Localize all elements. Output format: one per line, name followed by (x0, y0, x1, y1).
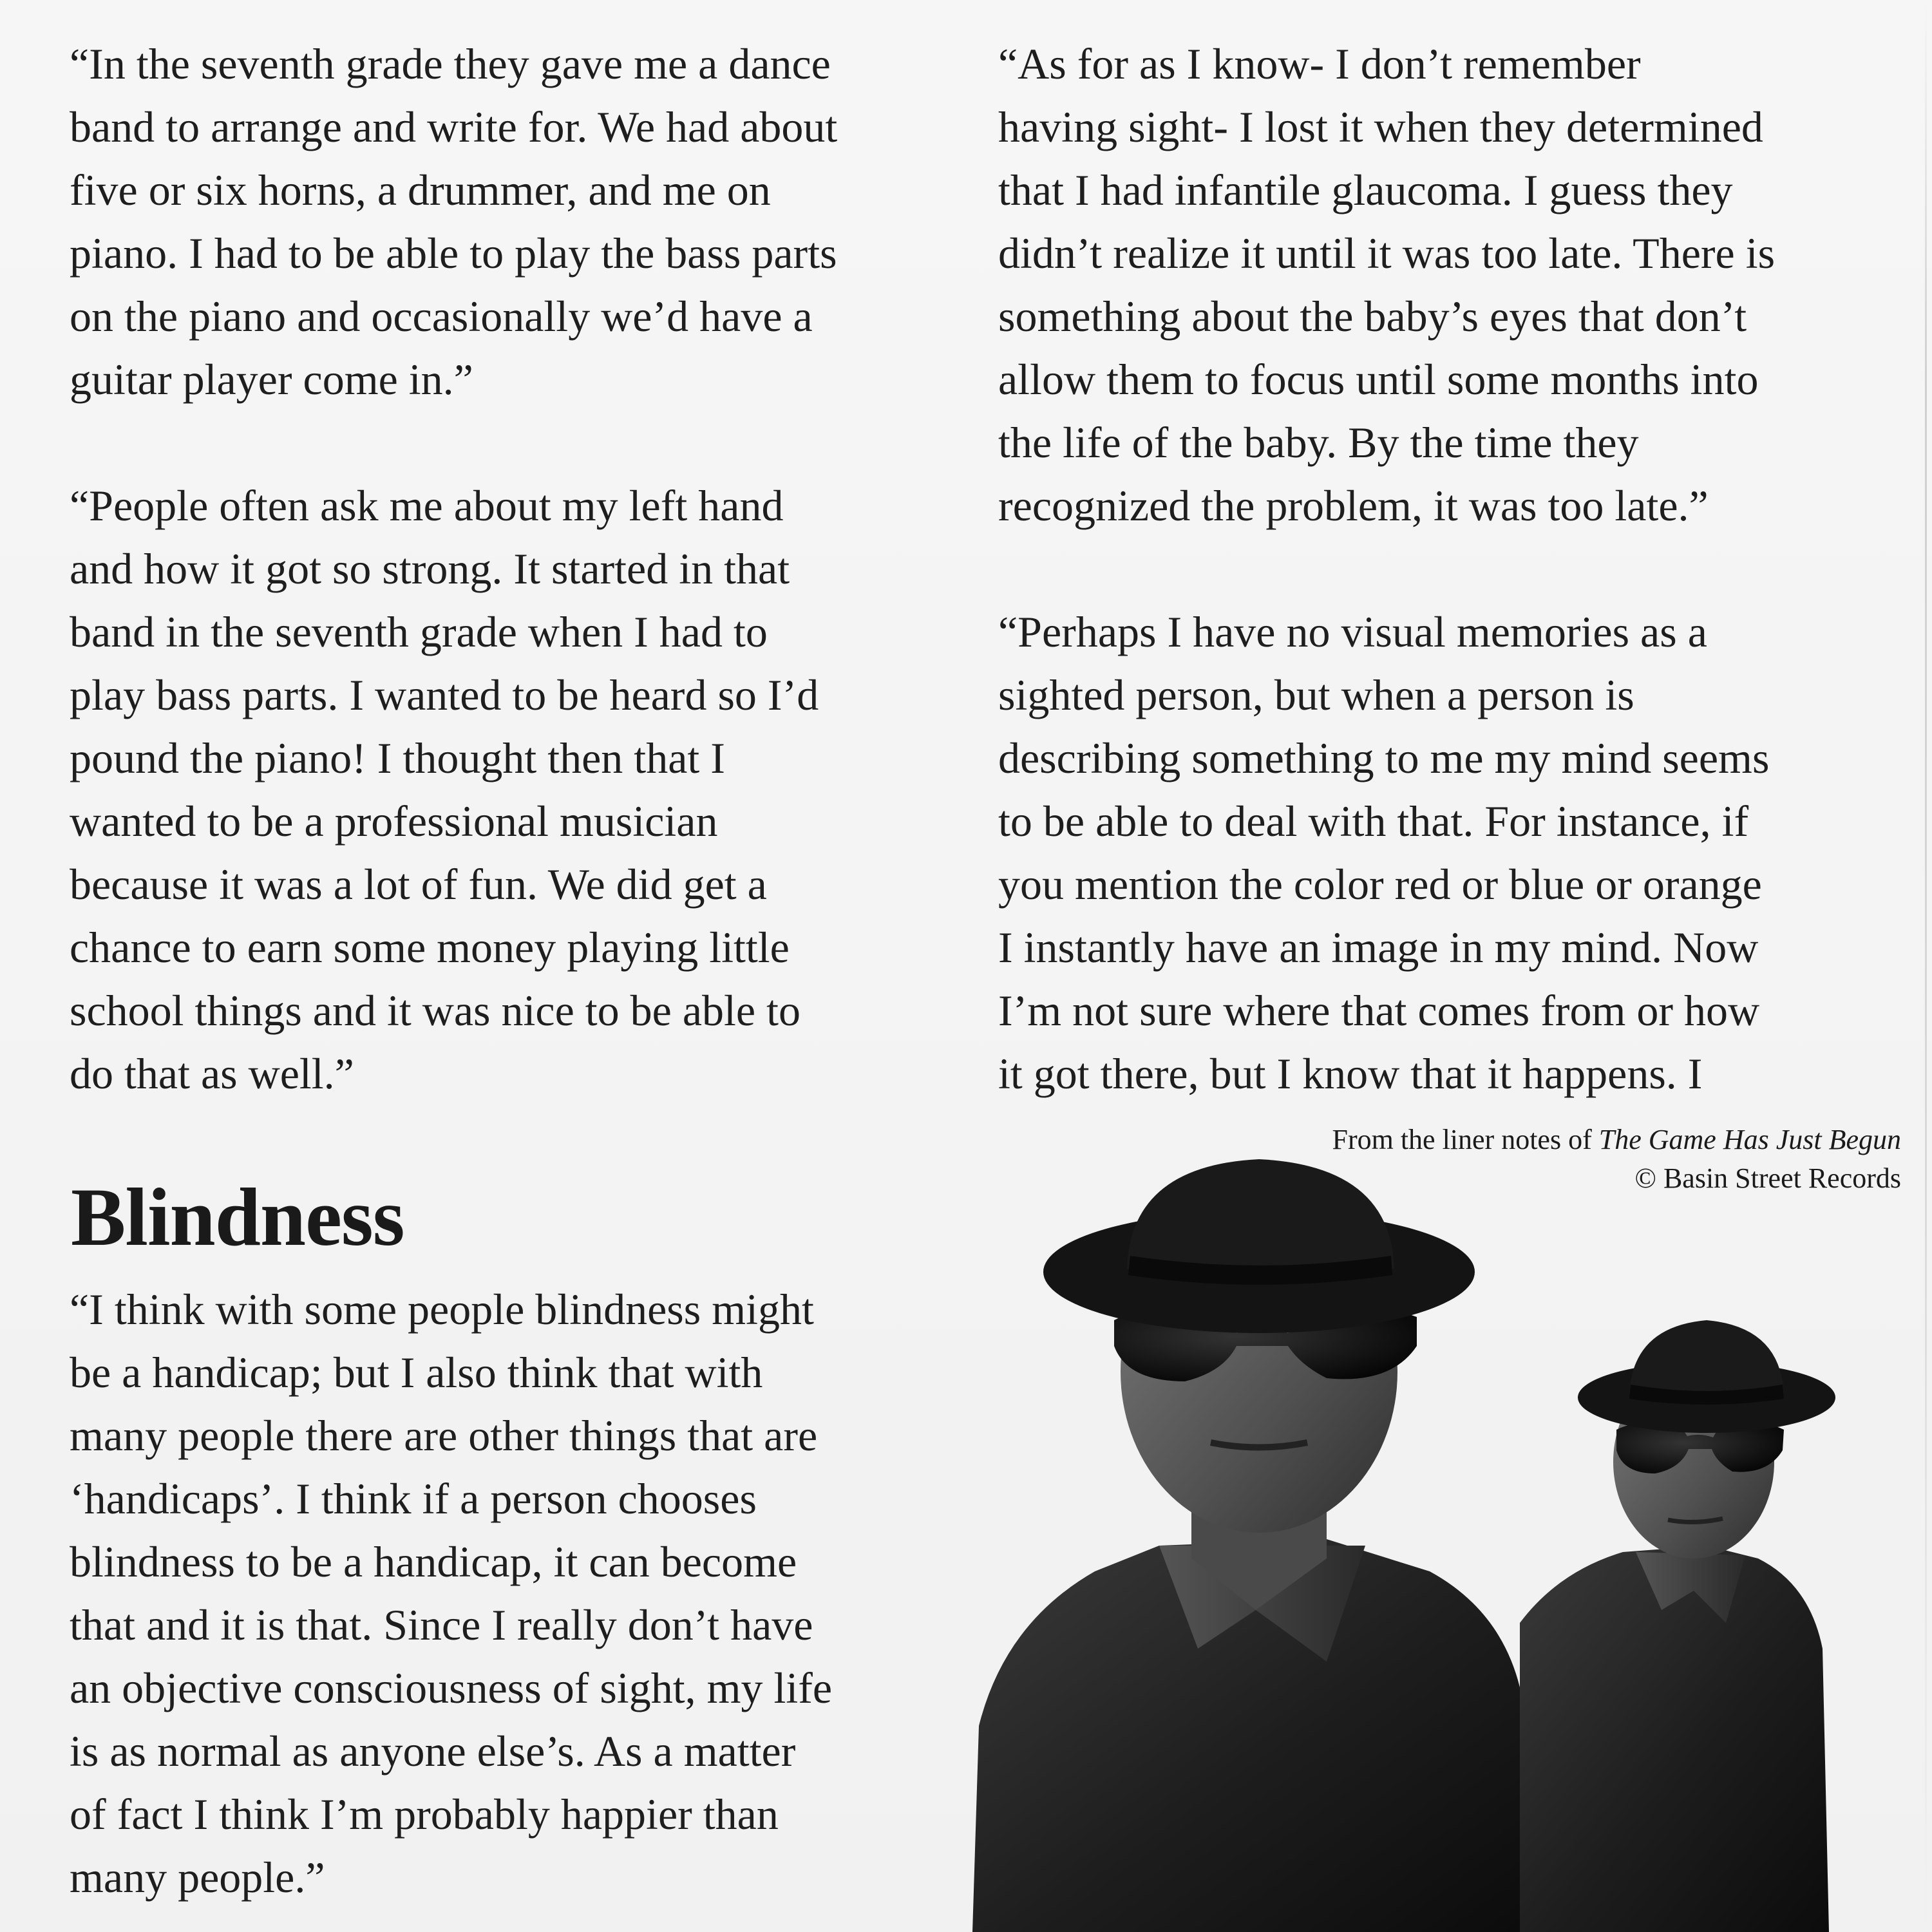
paragraph-visual-memories (998, 600, 1913, 1105)
text-line: band in the seventh grade when I had to (70, 607, 768, 656)
text-line: and how it got so strong. It started in that (70, 544, 790, 593)
page-edge-shadow (1925, 0, 1927, 1932)
text-line: “As for as I know- I don’t remember (998, 39, 1641, 88)
left-column-top (70, 32, 997, 1105)
text-line: many people.” (70, 1853, 325, 1902)
text-line: guitar player come in.” (70, 355, 473, 404)
credit-copyright: © Basin Street Records (1634, 1162, 1901, 1194)
text-line: I’m not sure where that comes from or how (998, 986, 1760, 1035)
paragraph-gap (998, 537, 1913, 600)
text-line: “In the seventh grade they gave me a dance (70, 39, 831, 88)
album-title: The Game Has Just Begun (1598, 1124, 1901, 1155)
text-line: having sight- I lost it when they determined (998, 102, 1763, 151)
text-line: sighted person, but when a person is (998, 670, 1634, 719)
portrait-photo (966, 1159, 1932, 1932)
paragraph-blindness (70, 1278, 997, 1909)
right-column-top (998, 32, 1913, 1105)
text-line: wanted to be a professional musician (70, 797, 718, 846)
text-line: because it was a lot of fun. We did get a (70, 860, 767, 909)
paragraph-seventh-grade-band (70, 32, 997, 411)
credit-line-1 (1332, 1121, 1901, 1159)
text-line: chance to earn some money playing little (70, 923, 790, 972)
text-line: “I think with some people blindness might (70, 1285, 814, 1334)
text-line: something about the baby’s eyes that don’t (998, 292, 1747, 341)
text-line: school things and it was nice to be able to (70, 986, 800, 1035)
text-line: didn’t realize it until it was too late. There is (998, 229, 1776, 278)
paragraph-glaucoma (998, 32, 1913, 537)
text-line: piano. I had to be able to play the bass parts (70, 229, 837, 278)
text-line: band to arrange and write for. We had about (70, 102, 838, 151)
text-line: is as normal as anyone else’s. As a matter (70, 1727, 796, 1776)
text-line: pound the piano! I thought then that I (70, 734, 725, 782)
text-line: do that as well.” (70, 1049, 354, 1098)
text-line: that and it is that. Since I really don’t have (70, 1600, 813, 1649)
text-line: I instantly have an image in my mind. Now (998, 923, 1759, 972)
paragraph-gap (70, 411, 997, 474)
text-line: ‘handicaps’. I think if a person chooses (70, 1474, 757, 1523)
text-line: an objective consciousness of sight, my life (70, 1663, 833, 1712)
text-line: play bass parts. I wanted to be heard so I’d (70, 670, 819, 719)
left-column-bottom (70, 1278, 997, 1909)
text-line: the life of the baby. By the time they (998, 418, 1639, 467)
text-line: describing something to me my mind seems (998, 734, 1770, 782)
text-line: to be able to deal with that. For instance, if (998, 797, 1749, 846)
text-line: of fact I think I’m probably happier than (70, 1790, 779, 1839)
paragraph-left-hand (70, 474, 997, 1105)
text-line: it got there, but I know that it happens. I (998, 1049, 1703, 1098)
credit-prefix: From the liner notes of (1332, 1124, 1599, 1155)
text-line: “People often ask me about my left hand (70, 481, 784, 530)
text-line: blindness to be a handicap, it can become (70, 1537, 797, 1586)
text-line: recognized the problem, it was too late.” (998, 481, 1709, 530)
text-line: that I had infantile glaucoma. I guess they (998, 166, 1733, 214)
text-line: be a handicap; but I also think that with (70, 1348, 763, 1397)
text-line: you mention the color red or blue or orange (998, 860, 1762, 909)
section-heading: Blindness (71, 1171, 404, 1263)
text-line: allow them to focus until some months into (998, 355, 1759, 404)
small-figure (1520, 1320, 1835, 1932)
text-line: on the piano and occasionally we’d have a (70, 292, 813, 341)
large-figure (972, 1159, 1520, 1932)
text-line: many people there are other things that are (70, 1411, 818, 1460)
text-line: “Perhaps I have no visual memories as a (998, 607, 1707, 656)
text-line: five or six horns, a drummer, and me on (70, 166, 771, 214)
